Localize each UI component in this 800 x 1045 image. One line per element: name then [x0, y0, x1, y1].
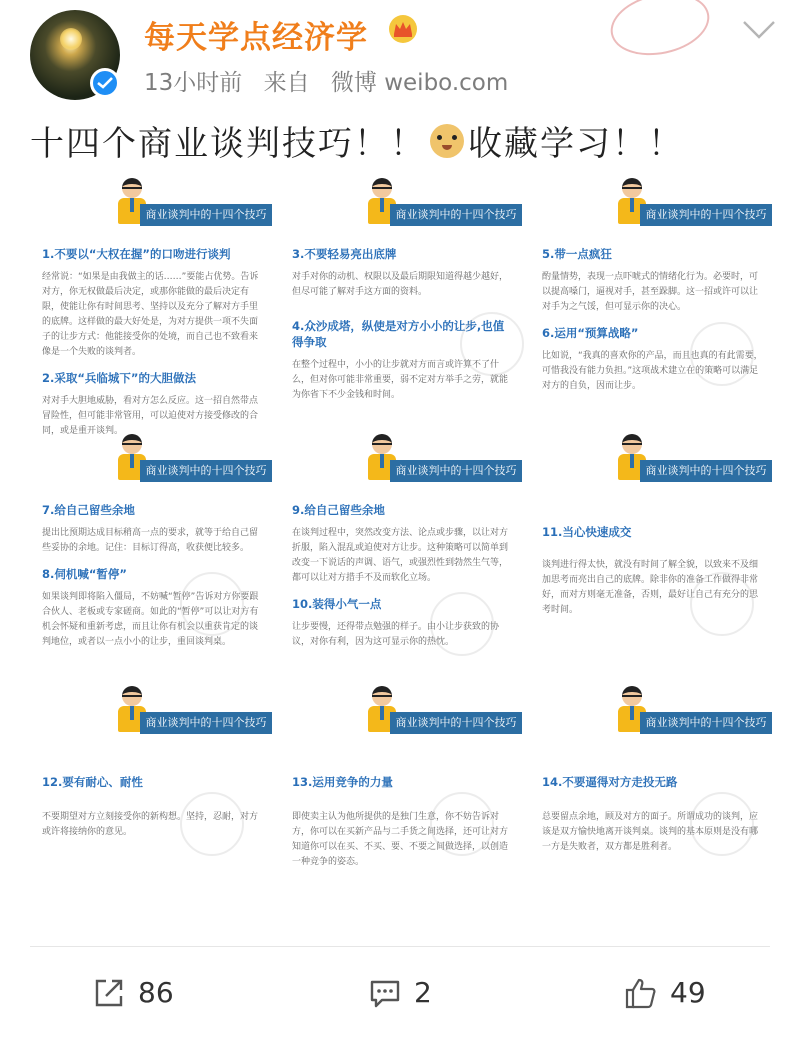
card-banner: 商业谈判中的十四个技巧: [140, 460, 272, 482]
infographic-image[interactable]: [30, 172, 770, 912]
section-title: 14.不要逼得对方走投无路: [542, 775, 678, 789]
section-text: 谈判进行得太快，就没有时间了解全貌，以致来不及细加思考而亮出自己的底牌。除非你的准备工作做得非常好，而对方则毫无准备，否则，最好让自己有充分的思考时间。: [542, 560, 759, 615]
source-prefix: 来自: [263, 70, 310, 96]
card-header: [280, 680, 526, 736]
watermark-stamp: [180, 792, 244, 856]
card-banner: 商业谈判中的十四个技巧: [390, 712, 522, 734]
repost-count: 86: [138, 976, 174, 1009]
card-banner: 商业谈判中的十四个技巧: [140, 712, 272, 734]
card-header: [30, 172, 276, 228]
watermark-stamp: [690, 572, 754, 636]
like-button[interactable]: [624, 960, 706, 1025]
card-banner: 商业谈判中的十四个技巧: [640, 204, 772, 226]
infographic-column-1: [30, 172, 276, 912]
watermark-stamp: [180, 572, 244, 636]
section-title: 7.给自己留些余地: [42, 503, 135, 517]
infographic-card: [30, 172, 276, 439]
card-header: [30, 428, 276, 484]
section-text: 提出比预期达成目标稍高一点的要求，就等于给自己留些妥协的余地。记住：目标订得高，收获便比较多。: [42, 528, 259, 553]
post-meta: [144, 64, 522, 97]
section-title: 12.要有耐心、耐性: [42, 775, 143, 789]
section-text: 在整个过程中，小小的让步就对方而言或许算不了什么，但对你可能非常重要，弱不定对方举手之劳，就能为你省下不少金钱和时间。: [292, 360, 509, 400]
section-text: 对手对你的动机、权限以及最后期限知道得越少越好，但尽可能了解对手这方面的资料。: [292, 272, 509, 297]
section-title: 10.装得小气一点: [292, 597, 382, 611]
title-part-1: 十四个商业谈判技巧！！: [30, 124, 426, 164]
section-title: 3.不要轻易亮出底牌: [292, 247, 397, 261]
card-banner: 商业谈判中的十四个技巧: [140, 204, 272, 226]
card-banner: 商业谈判中的十四个技巧: [390, 204, 522, 226]
card-banner: 商业谈判中的十四个技巧: [390, 460, 522, 482]
section-text: 对对手大胆地威胁，看对方怎么反应。这一招自然带点冒险性，但可能非常管用，可以迫使对方接受修改的合同，或是重开谈判。: [42, 396, 259, 436]
section-title: 2.采取“兵临城下”的大胆做法: [42, 371, 196, 385]
section-title: 4.众沙成塔，纵使是对方小小的让步,也值得争取: [292, 319, 505, 349]
username[interactable]: 每天学点经济学: [144, 20, 368, 56]
watermark-stamp: [605, 0, 715, 64]
section-title: 1.不要以“大权在握”的口吻进行谈判: [42, 247, 231, 261]
doge-emoji-icon: [430, 124, 464, 158]
card-header: [530, 428, 776, 484]
repost-button[interactable]: [92, 960, 174, 1025]
like-count: 49: [670, 976, 706, 1009]
watermark-stamp: [690, 792, 754, 856]
card-header: [30, 680, 276, 736]
infographic-card: [280, 680, 526, 870]
thumbs-up-icon: [624, 976, 658, 1010]
section-text: 酌量情势，表现一点吓唬式的情绪化行为。必要时，可以提高嗓门，逼视对手，甚至跺脚。这一招或许可以让对手为之气馁，但可显示你的决心。: [542, 272, 759, 312]
watermark-stamp: [430, 592, 494, 656]
section-text: 如果谈判即将陷入僵局，不妨喊“暂停”告诉对方你要跟合伙人、老板或专家磋商。如此的“暂停”可以让对方有机会怀疑和重新考虑，而且让你有机会以重获肯定的谈判地位，或者以一点小小的让步，重回谈判桌。: [42, 592, 259, 647]
post-time: 13小时前: [144, 70, 243, 96]
watermark-stamp: [690, 322, 754, 386]
section-text: 让步要慢，还得带点勉强的样子。由小让步获致的协议，对你有利，因为这可显示你的热忱。: [292, 622, 500, 647]
section-text: 经常说：“如果是由我做主的话……”要能占优势。告诉对方，你无权做最后决定，或那你能做的最后决定有限，使能让你有时间思考、坚持以及充分了解对方手里的底牌。这样做的最大好处是，为对方提供一项不失面子的让步方式：他能接受你的处境，而自己也不致看来像是一个失败的谈判者。: [42, 272, 259, 357]
section-text: 总要留点余地，顾及对方的面子。所谓成功的谈判，应该是双方愉快地离开谈判桌。谈判的基本原则是没有哪一方是失败者，双方都是胜利者。: [542, 812, 759, 852]
watermark-stamp: [430, 792, 494, 856]
title-part-2: 收藏学习！！: [468, 124, 684, 164]
vip-crown-icon: [388, 14, 418, 44]
card-header: [530, 680, 776, 736]
post-source[interactable]: 微博 weibo.com: [330, 70, 509, 96]
comment-icon: [368, 976, 402, 1010]
section-text: 在谈判过程中，突然改变方法、论点或步骤，以让对方折服，陷入混乱或迫使对方让步。这种策略可以简单到改变一下说话的声调、语气，或强烈性到勃然生气等，都可以让对方措手不及而软化立场。: [292, 528, 509, 583]
section-title: 13.运用竞争的力量: [292, 775, 393, 789]
comment-button[interactable]: [368, 960, 432, 1025]
section-title: 11.当心快速成交: [542, 525, 632, 539]
card-banner: 商业谈判中的十四个技巧: [640, 712, 772, 734]
post-title: [30, 116, 684, 165]
section-title: 9.给自己留些余地: [292, 503, 385, 517]
avatar-light-icon: [60, 28, 82, 50]
section-text: 不要期望对方立刻接受你的新构想。坚持，忍耐，对方或许将接纳你的意见。: [42, 812, 259, 837]
divider: [30, 946, 770, 947]
section-text: 即使卖主认为他所提供的是独门生意，你不妨告诉对方，你可以在买新产品与二手货之间选择，还可让对方知道你可以在买、不买、要、不要之间做选择，以创造一种竞争的姿态。: [292, 812, 509, 867]
verified-badge-icon: [90, 68, 120, 98]
action-bar: [0, 960, 800, 1025]
section-title: 8.伺机喊“暂停”: [42, 567, 127, 581]
section-title: 5.带一点疯狂: [542, 247, 612, 261]
card-banner: 商业谈判中的十四个技巧: [640, 460, 772, 482]
post-header: [0, 0, 800, 120]
infographic-column-2: [280, 172, 526, 912]
card-header: [280, 428, 526, 484]
card-header: [530, 172, 776, 228]
card-header: [280, 172, 526, 228]
section-text: 比如说，“我真的喜欢你的产品，而且也真的有此需要，可惜我没有能力负担。”这项战术建立在的策略可以满足对方的自负，因而让步。: [542, 351, 763, 391]
section-title: 6.运用“预算战略”: [542, 326, 639, 340]
comment-count: 2: [414, 976, 432, 1009]
chevron-down-icon[interactable]: [742, 20, 776, 40]
share-icon: [92, 976, 126, 1010]
watermark-stamp: [460, 312, 524, 376]
